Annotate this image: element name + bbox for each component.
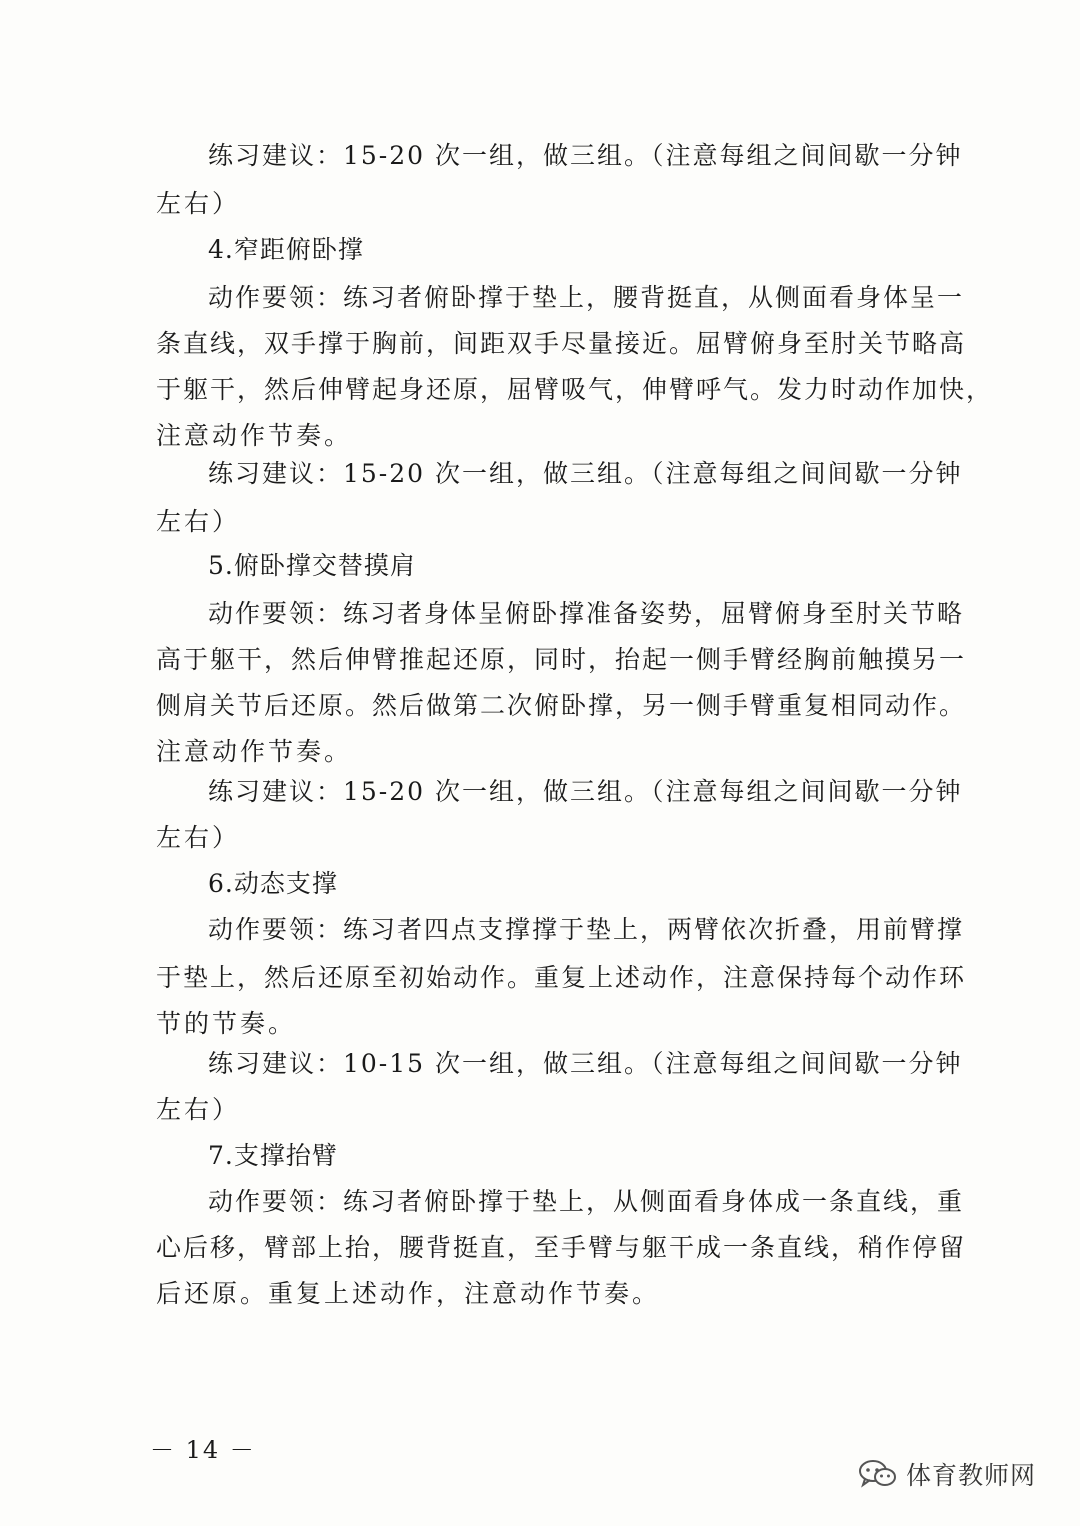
- watermark: [858, 1456, 1036, 1492]
- text-line: 高于躯干，然后伸臂推起还原，同时，抬起一侧手臂经胸前触摸另一: [156, 645, 967, 674]
- section-heading: 6.动态支撑: [208, 869, 338, 898]
- wechat-icon: [858, 1459, 898, 1489]
- text-line: 后还原。重复上述动作，注意动作节奏。: [156, 1279, 661, 1308]
- text-line: 练习建议：15-20 次一组，做三组。（注意每组之间间歇一分钟: [208, 141, 963, 170]
- text-line: 动作要领：练习者俯卧撑于垫上，从侧面看身体成一条直线，重: [208, 1187, 965, 1216]
- text-line: 注意动作节奏。: [156, 737, 353, 766]
- text-line: 注意动作节奏。: [156, 421, 353, 450]
- text-line: 练习建议：15-20 次一组，做三组。（注意每组之间间歇一分钟: [208, 777, 963, 806]
- text-line: 心后移，臂部上抬，腰背挺直，至手臂与躯干成一条直线，稍作停留: [156, 1233, 967, 1262]
- watermark-text: 体育教师网: [906, 1461, 1037, 1490]
- text-line: 左右）: [156, 189, 241, 218]
- text-line: 左右）: [156, 507, 241, 536]
- text-line: 左右）: [156, 823, 241, 852]
- page-number: － 14 －: [150, 1436, 256, 1464]
- text-line: 练习建议：10-15 次一组，做三组。（注意每组之间间歇一分钟: [208, 1049, 963, 1078]
- section-heading: 5.俯卧撑交替摸肩: [208, 551, 416, 580]
- section-heading: 7.支撑抬臂: [208, 1141, 338, 1170]
- text-line: 左右）: [156, 1095, 241, 1124]
- section-heading: 4.窄距俯卧撑: [208, 235, 364, 264]
- text-line: 于垫上，然后还原至初始动作。重复上述动作，注意保持每个动作环: [156, 963, 967, 992]
- text-line: 动作要领：练习者四点支撑撑于垫上，两臂依次折叠，用前臂撑: [208, 915, 965, 944]
- text-line: 动作要领：练习者身体呈俯卧撑准备姿势，屈臂俯身至肘关节略: [208, 599, 965, 628]
- text-line: 节的节奏。: [156, 1009, 297, 1038]
- text-line: 于躯干，然后伸臂起身还原，屈臂吸气，伸臂呼气。发力时动作加快，: [156, 375, 994, 404]
- text-line: 条直线，双手撑于胸前，间距双手尽量接近。屈臂俯身至肘关节略高: [156, 329, 967, 358]
- text-line: 侧肩关节后还原。然后做第二次俯卧撑，另一侧手臂重复相同动作。: [156, 691, 967, 720]
- text-line: 动作要领：练习者俯卧撑于垫上，腰背挺直，从侧面看身体呈一: [208, 283, 965, 312]
- text-line: 练习建议：15-20 次一组，做三组。（注意每组之间间歇一分钟: [208, 459, 963, 488]
